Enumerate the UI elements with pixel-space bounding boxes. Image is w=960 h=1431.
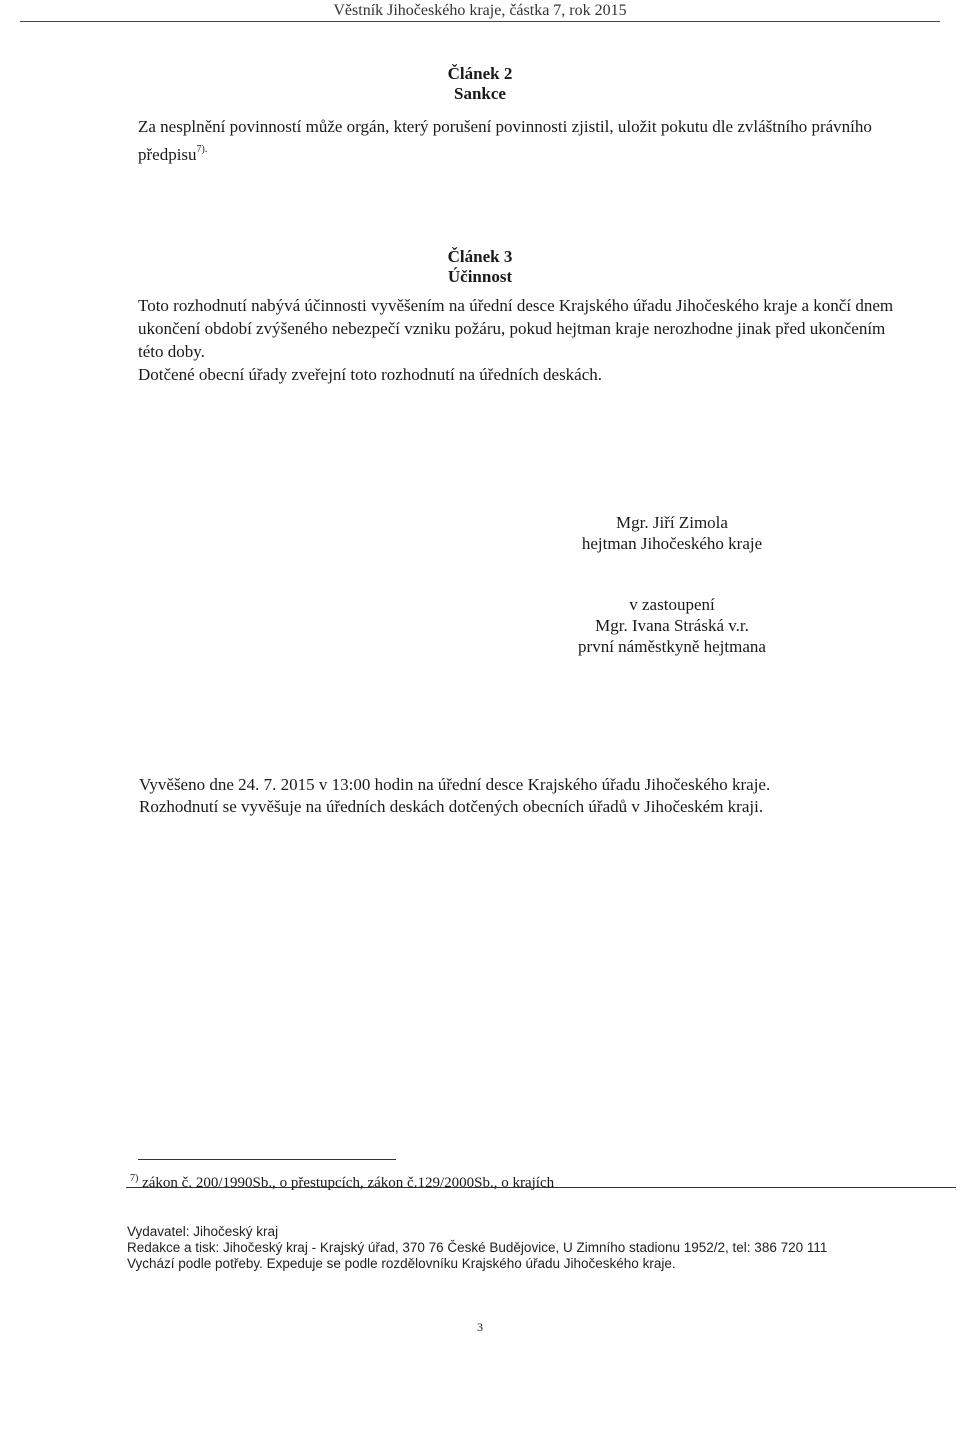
article-2-line-2 [138,138,938,166]
page-number: 3 [477,1320,483,1334]
footnote [130,1173,554,1192]
footnote-divider [138,1159,396,1160]
article-2-text [138,115,938,166]
article-3-title: Účinnost [447,267,513,286]
article-2-number: Článek 2 [447,64,513,83]
article-3-text [138,294,938,386]
article-2-line-2-text: předpisu [138,145,197,164]
article-3-line: Dotčené obecní úřady zveřejní toto rozhodnutí na úředních deskách. [138,365,603,384]
article-2-title: Sankce [454,84,506,103]
proxy-name: Mgr. Ivana Stráská v.r. [595,616,749,635]
proxy-role: první náměstkyně hejtmana [578,637,766,656]
article-3-line: ukončení období zvýšeného nebezpečí vzniku požáru, pokud hejtman kraje nerozhodne jinak před ukončením [138,319,886,338]
posting-line-1: Vyvěšeno dne 24. 7. 2015 v 13:00 hodin na úřední desce Krajského úřadu Jihočeského kraje. [139,775,771,794]
proxy-label: v zastoupení [629,595,715,614]
imprint-distribution: Vychází podle potřeby. Expeduje se podle rozdělovníku Krajského úřadu Jihočeského kraje. [127,1256,676,1271]
signature-block [462,512,882,554]
article-3-number: Článek 3 [447,247,513,266]
posting-info [139,774,939,818]
imprint [127,1224,827,1272]
proxy-block [462,594,882,657]
article-3-line: této doby. [138,342,205,361]
imprint-editorial: Redakce a tisk: Jihočeský kraj - Krajský úřad, 370 76 České Budějovice, U Zimního stadionu 1952/2, tel: 386 720 111 [127,1240,828,1255]
footnote-text: zákon č. 200/1990Sb., o přestupcích, zákon č.129/2000Sb., o krajích [142,1175,555,1191]
imprint-divider [126,1187,956,1188]
footnote-ref: 7). [196,144,208,155]
imprint-publisher: Vydavatel: Jihočeský kraj [127,1224,279,1239]
header-divider [20,21,940,22]
article-3-line: Toto rozhodnutí nabývá účinnosti vyvěšením na úřední desce Krajského úřadu Jihočeského kraje a končí dnem [138,296,894,315]
posting-line-2: Rozhodnutí se vyvěšuje na úředních deskách dotčených obecních úřadů v Jihočeském kraji. [139,797,764,816]
article-2-line-1: Za nesplnění povinností může orgán, který porušení povinnosti zjistil, uložit pokutu dle zvláštního právního [138,117,872,136]
signatory-name: Mgr. Jiří Zimola [616,513,728,532]
signatory-role: hejtman Jihočeského kraje [581,534,763,553]
footnote-marker: 7) [130,1173,139,1184]
journal-header: Věstník Jihočeského kraje, částka 7, rok 2015 [333,2,627,19]
